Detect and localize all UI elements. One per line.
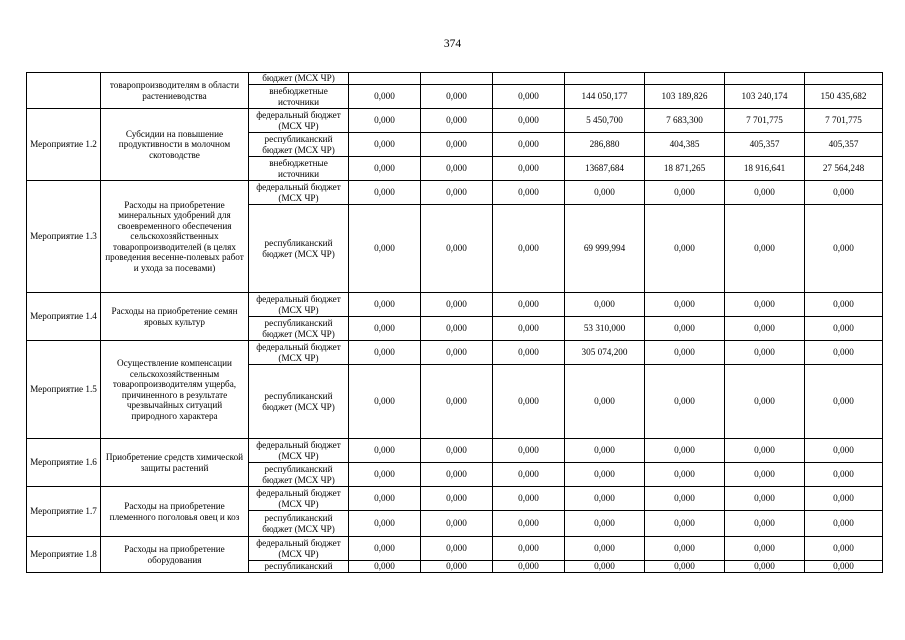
funding-source: республиканский бюджет (МСХ ЧР) [249,205,349,293]
funding-source: внебюджетные источники [249,85,349,109]
measure-description: Приобретение средств химической защиты растений [101,439,249,487]
value-cell [349,73,421,85]
value-cell: 5 450,700 [565,109,645,133]
value-cell: 53 310,000 [565,317,645,341]
value-cell: 0,000 [645,561,725,573]
value-cell: 0,000 [725,439,805,463]
value-cell: 0,000 [493,365,565,439]
page-number: 374 [443,38,462,50]
value-cell: 0,000 [565,561,645,573]
value-cell: 0,000 [493,537,565,561]
value-cell: 0,000 [421,181,493,205]
funding-source: республиканский бюджет (МСХ ЧР) [249,463,349,487]
value-cell: 0,000 [349,109,421,133]
table-row [27,293,883,317]
value-cell: 0,000 [421,439,493,463]
value-cell: 0,000 [645,511,725,537]
value-cell: 0,000 [421,157,493,181]
value-cell: 0,000 [421,109,493,133]
value-cell: 103 189,826 [645,85,725,109]
value-cell: 0,000 [725,561,805,573]
value-cell: 0,000 [493,157,565,181]
value-cell: 0,000 [349,293,421,317]
value-cell: 0,000 [645,293,725,317]
value-cell [805,73,883,85]
continuation-description: товаропроизводителям в области растениеводства [101,73,249,109]
value-cell: 13687,684 [565,157,645,181]
value-cell: 0,000 [349,341,421,365]
value-cell: 0,000 [565,365,645,439]
measure-description: Осуществление компенсации сельскохозяйственным товаропроизводителям ущерба, причиненного в результате чрезвычайных ситуаций природного характера [101,341,249,439]
value-cell: 0,000 [725,181,805,205]
value-cell: 0,000 [645,205,725,293]
value-cell: 0,000 [725,365,805,439]
measure-label: Мероприятие 1.4 [27,293,101,341]
value-cell: 0,000 [805,439,883,463]
value-cell: 0,000 [565,487,645,511]
value-cell: 0,000 [645,537,725,561]
value-cell: 0,000 [565,439,645,463]
table-row [27,487,883,511]
value-cell: 0,000 [805,487,883,511]
funding-source: республиканский бюджет (МСХ ЧР) [249,317,349,341]
measure-label: Мероприятие 1.7 [27,487,101,537]
value-cell: 0,000 [349,85,421,109]
measure-label: Мероприятие 1.8 [27,537,101,573]
value-cell: 0,000 [349,205,421,293]
value-cell: 0,000 [645,181,725,205]
value-cell: 0,000 [493,341,565,365]
value-cell: 0,000 [565,511,645,537]
funding-source: федеральный бюджет (МСХ ЧР) [249,109,349,133]
value-cell: 144 050,177 [565,85,645,109]
value-cell: 0,000 [493,511,565,537]
measure-description: Расходы на приобретение семян яровых культур [101,293,249,341]
value-cell: 0,000 [349,511,421,537]
funding-source: республиканский бюджет (МСХ ЧР) [249,133,349,157]
value-cell: 0,000 [349,439,421,463]
budget-table [26,72,883,573]
value-cell: 0,000 [349,537,421,561]
value-cell: 150 435,682 [805,85,883,109]
funding-source: внебюджетные источники [249,157,349,181]
value-cell: 0,000 [645,439,725,463]
value-cell: 0,000 [805,205,883,293]
value-cell: 0,000 [725,293,805,317]
value-cell: 0,000 [421,317,493,341]
measure-description: Субсидии на повышение продуктивности в молочном скотоводстве [101,109,249,181]
funding-source: республиканский [249,561,349,573]
table-row [27,537,883,561]
measure-label: Мероприятие 1.2 [27,109,101,181]
value-cell: 0,000 [421,511,493,537]
value-cell: 405,357 [725,133,805,157]
value-cell: 7 701,775 [805,109,883,133]
value-cell: 0,000 [725,511,805,537]
value-cell: 0,000 [725,537,805,561]
value-cell: 0,000 [805,341,883,365]
funding-source: федеральный бюджет (МСХ ЧР) [249,181,349,205]
value-cell: 0,000 [645,487,725,511]
value-cell: 0,000 [565,181,645,205]
value-cell: 0,000 [725,205,805,293]
value-cell: 0,000 [421,537,493,561]
table-row [27,439,883,463]
funding-source: республиканский бюджет (МСХ ЧР) [249,365,349,439]
value-cell: 7 701,775 [725,109,805,133]
value-cell: 0,000 [349,317,421,341]
value-cell: 0,000 [565,293,645,317]
value-cell: 0,000 [421,463,493,487]
value-cell: 0,000 [493,181,565,205]
value-cell: 0,000 [645,317,725,341]
table-row [27,73,883,85]
table-row [27,181,883,205]
value-cell: 0,000 [805,463,883,487]
measure-label: Мероприятие 1.3 [27,181,101,293]
value-cell: 0,000 [805,511,883,537]
value-cell: 286,880 [565,133,645,157]
value-cell: 18 916,641 [725,157,805,181]
value-cell [493,73,565,85]
measure-description: Расходы на приобретение оборудования [101,537,249,573]
value-cell: 0,000 [565,463,645,487]
value-cell [565,73,645,85]
funding-source: федеральный бюджет (МСХ ЧР) [249,341,349,365]
value-cell: 0,000 [805,293,883,317]
value-cell: 0,000 [725,487,805,511]
measure-description: Расходы на приобретение минеральных удобрений для своевременного обеспечения сельскохозяйственных товаропроизводителей (в целях проведения весенне-полевых работ и ухода за посевами) [101,181,249,293]
value-cell: 0,000 [565,537,645,561]
value-cell: 0,000 [493,317,565,341]
continuation-label [27,73,101,109]
measure-label: Мероприятие 1.5 [27,341,101,439]
value-cell: 0,000 [421,85,493,109]
value-cell: 0,000 [645,463,725,487]
value-cell: 0,000 [645,341,725,365]
value-cell: 0,000 [805,561,883,573]
value-cell: 0,000 [493,109,565,133]
measure-description: Расходы на приобретение племенного поголовья овец и коз [101,487,249,537]
value-cell: 27 564,248 [805,157,883,181]
value-cell: 0,000 [805,317,883,341]
value-cell: 0,000 [349,181,421,205]
table-row [27,109,883,133]
value-cell: 0,000 [349,365,421,439]
funding-source: республиканский бюджет (МСХ ЧР) [249,511,349,537]
value-cell: 405,357 [805,133,883,157]
value-cell: 0,000 [805,365,883,439]
value-cell: 305 074,200 [565,341,645,365]
value-cell: 0,000 [349,487,421,511]
value-cell: 0,000 [645,365,725,439]
value-cell: 0,000 [421,487,493,511]
value-cell: 0,000 [421,365,493,439]
value-cell: 0,000 [349,463,421,487]
value-cell: 0,000 [349,157,421,181]
value-cell: 0,000 [421,561,493,573]
value-cell: 18 871,265 [645,157,725,181]
table-row [27,341,883,365]
value-cell [421,73,493,85]
value-cell: 0,000 [493,133,565,157]
funding-source: бюджет (МСХ ЧР) [249,73,349,85]
value-cell: 0,000 [421,133,493,157]
funding-source: федеральный бюджет (МСХ ЧР) [249,439,349,463]
value-cell: 69 999,994 [565,205,645,293]
value-cell: 7 683,300 [645,109,725,133]
value-cell: 0,000 [805,181,883,205]
value-cell [645,73,725,85]
value-cell: 0,000 [421,205,493,293]
funding-source: федеральный бюджет (МСХ ЧР) [249,537,349,561]
value-cell: 0,000 [349,561,421,573]
value-cell: 0,000 [725,463,805,487]
value-cell: 0,000 [421,341,493,365]
value-cell [725,73,805,85]
value-cell: 0,000 [725,341,805,365]
value-cell: 0,000 [493,487,565,511]
value-cell: 0,000 [421,293,493,317]
funding-source: федеральный бюджет (МСХ ЧР) [249,487,349,511]
value-cell: 0,000 [493,205,565,293]
value-cell: 103 240,174 [725,85,805,109]
value-cell: 0,000 [493,85,565,109]
value-cell: 0,000 [493,293,565,317]
value-cell: 0,000 [493,463,565,487]
value-cell: 0,000 [805,537,883,561]
value-cell: 0,000 [493,439,565,463]
table-body [27,73,883,573]
funding-source: федеральный бюджет (МСХ ЧР) [249,293,349,317]
value-cell: 0,000 [493,561,565,573]
value-cell: 404,385 [645,133,725,157]
value-cell: 0,000 [349,133,421,157]
value-cell: 0,000 [725,317,805,341]
measure-label: Мероприятие 1.6 [27,439,101,487]
